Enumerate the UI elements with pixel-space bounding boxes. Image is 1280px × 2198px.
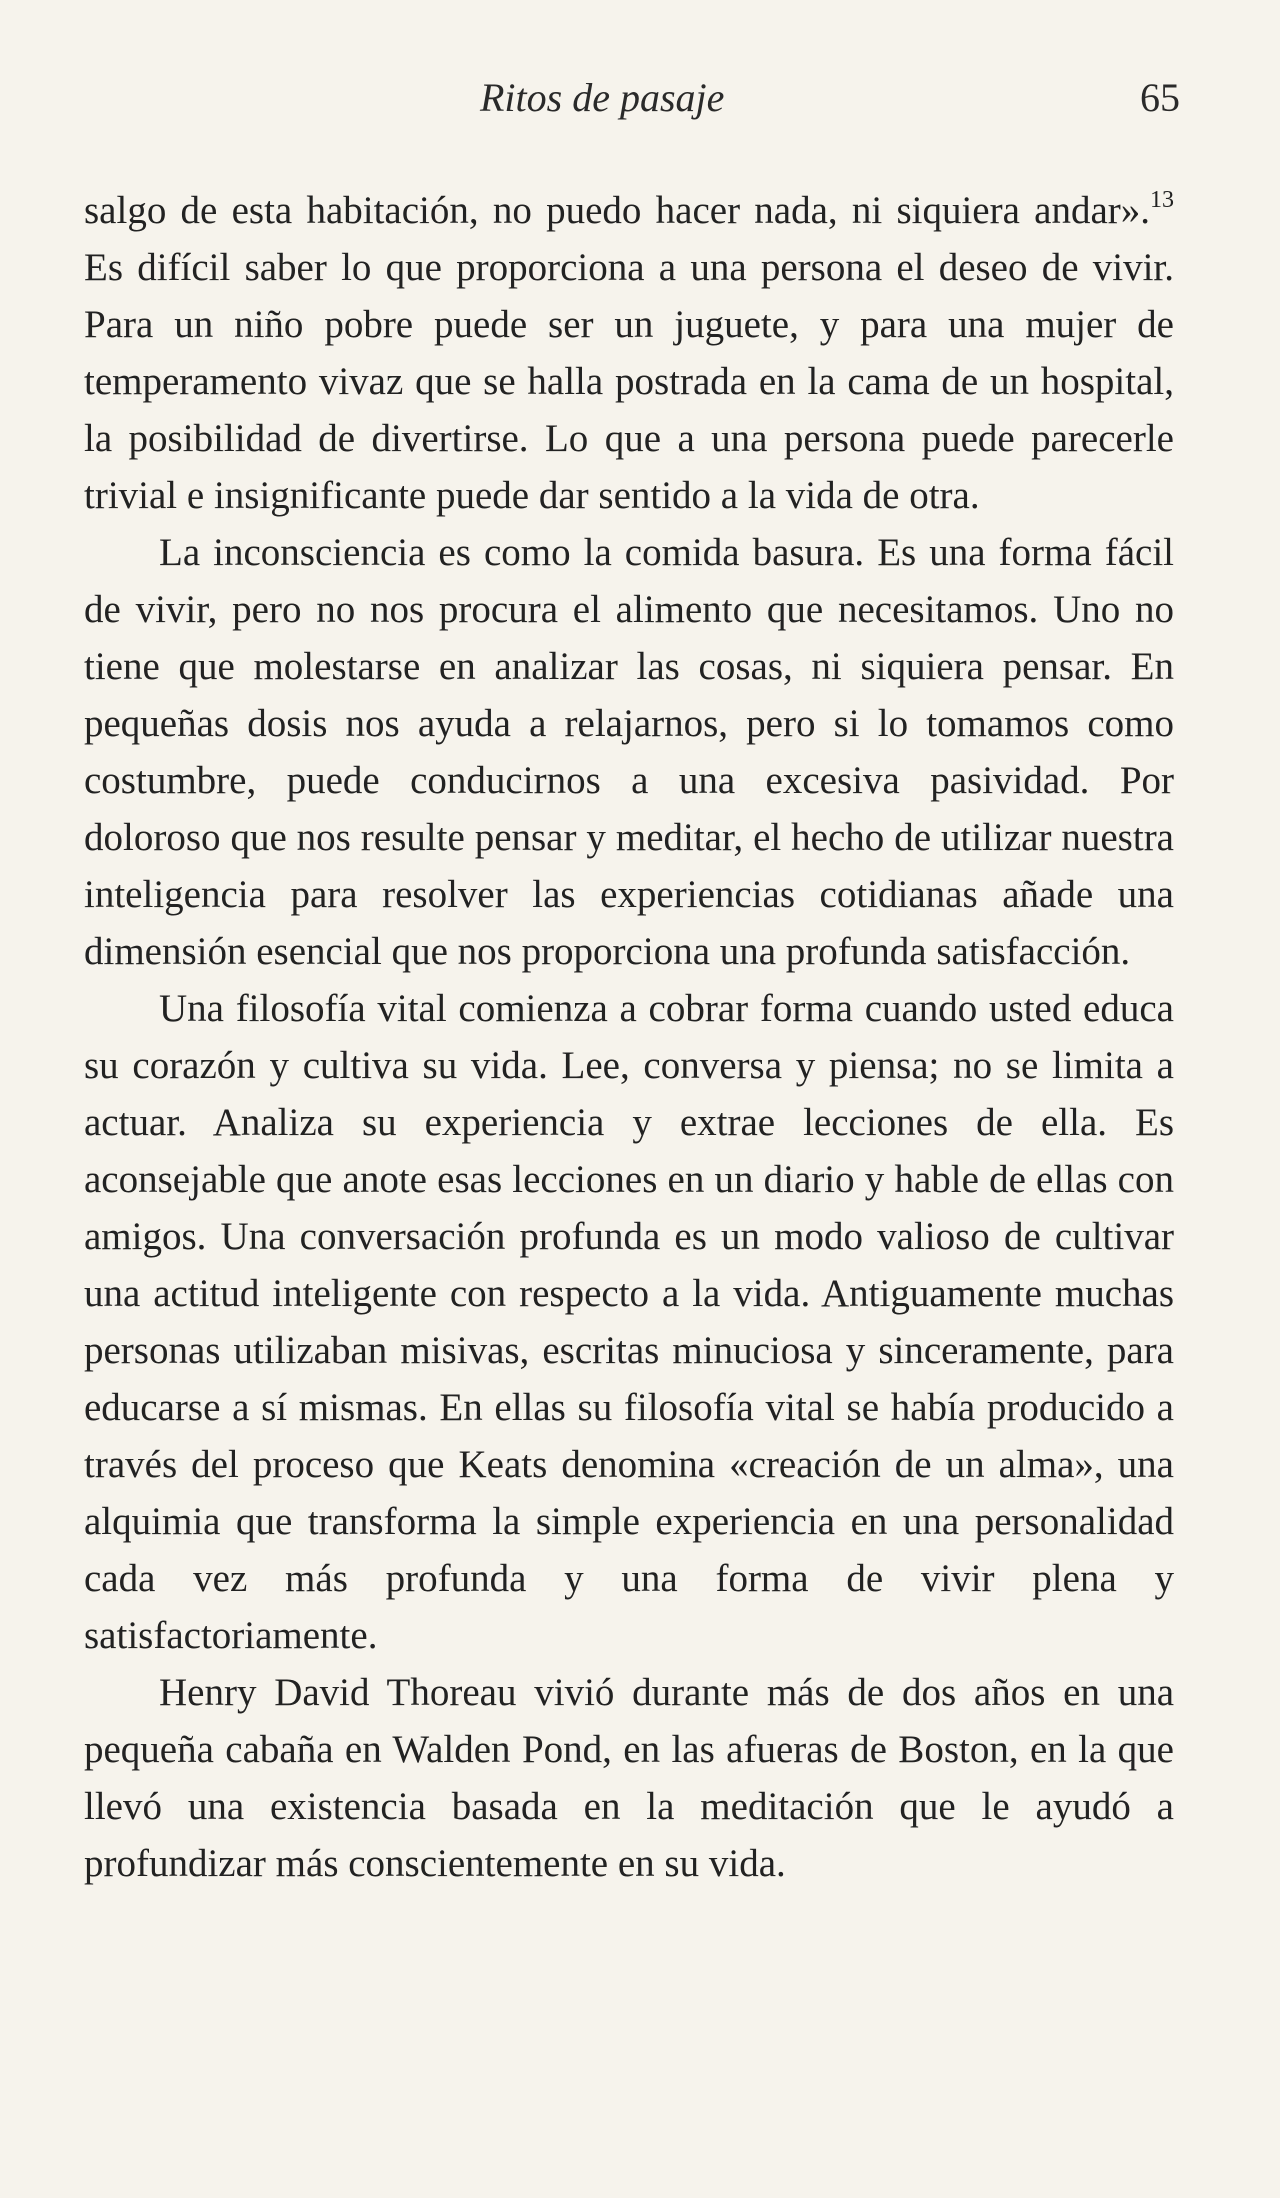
running-title: Ritos de pasaje [480,75,725,120]
paragraph-1-text-start: salgo de esta habitación, no puedo hacer nada, ni siquiera andar». [84,189,1150,232]
paragraph-1-text-end: Es difícil saber lo que proporciona a una persona el deseo de vivir. Para un niño pobre puede ser un juguete, y para una mujer de temperamento vivaz que se halla postrada en la cama de un hospital, la posibilidad de divertirse. Lo que a una persona puede parecerle trivial e insignificante puede dar sentido a la vida de otra. [84,246,1174,517]
paragraph-2: La inconsciencia es como la comida basura. Es una forma fácil de vivir, pero no nos procura el alimento que necesitamos. Uno no tiene que molestarse en analizar las cosas, ni siquiera pensar. En pequeñas dosis nos ayuda a relajarnos, pero si lo tomamos como costumbre, puede conducirnos a una excesiva pasividad. Por doloroso que nos resulte pensar y meditar, el hecho de utilizar nuestra inteligencia para resolver las experiencias cotidianas añade una dimensión esencial que nos proporciona una profunda satisfacción. [84,531,1174,973]
body-text [84,182,1174,1892]
paragraph-3: Una filosofía vital comienza a cobrar forma cuando usted educa su corazón y cultiva su vida. Lee, conversa y piensa; no se limita a actuar. Analiza su experiencia y extrae lecciones de ella. Es aconsejable que anote esas lecciones en un diario y hable de ellas con amigos. Una conversación profunda es un modo valioso de cultivar una actitud inteligente con respecto a la vida. Antiguamente muchas personas utilizaban misivas, escritas minuciosa y sinceramente, para educarse a sí mismas. En ellas su filosofía vital se había producido a través del proceso que Keats denomina «creación de un alma», una alquimia que transforma la simple experiencia en una personalidad cada vez más profunda y una forma de vivir plena y satisfactoriamente. [84,987,1174,1657]
paragraph-1 [84,182,1174,524]
page-number: 65 [1140,75,1180,120]
footnote-reference: 13 [1150,187,1174,213]
paragraph-4: Henry David Thoreau vivió durante más de dos años en una pequeña cabaña en Walden Pond, en las afueras de Boston, en la que llevó una existencia basada en la meditación que le ayudó a profundizar más conscientemente en su vida. [84,1671,1174,1885]
